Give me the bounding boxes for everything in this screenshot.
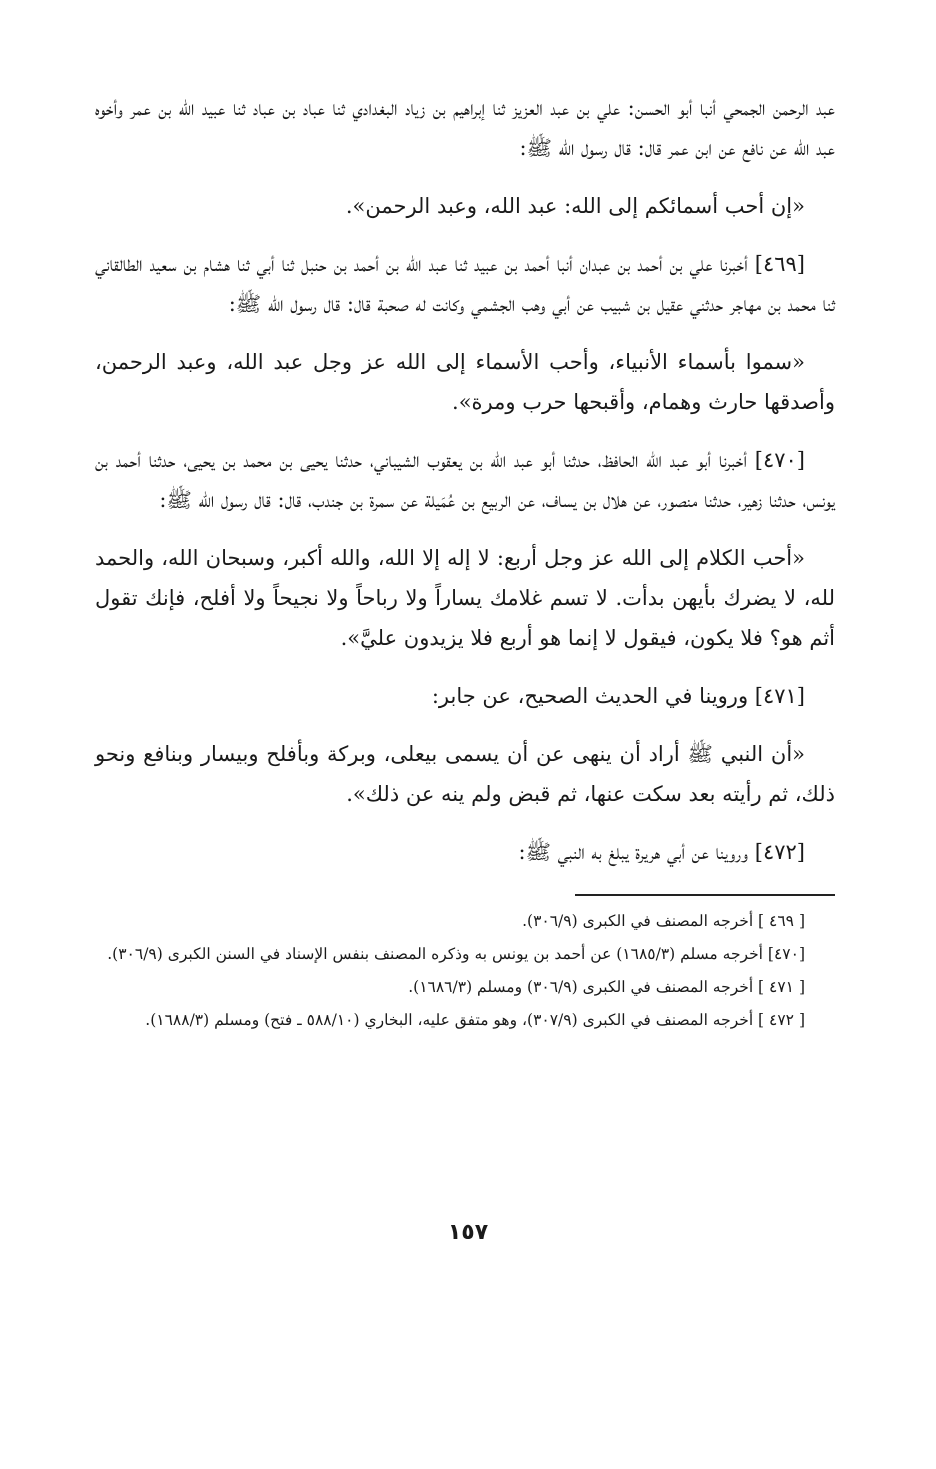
page-number: ١٥٧ bbox=[447, 1220, 489, 1245]
paragraph-hadith-469: [٤٦٩] أخبرنا علي بن أحمد بن عبدان أنبا أحمد بن عبيد ثنا عبد الله بن أحمد بن حنبل ثنا أبي ثنا هشام بن سعيد الطالقاني ثنا محمد بن مهاجر حدثني عقيل بن شبيب عن أبي وهب الجشمي وكانت له صحبة قال: قال رسول الله ﷺ: bbox=[95, 252, 835, 316]
footnote-divider bbox=[575, 894, 835, 896]
footnote-470: [٤٧٠] أخرجه مسلم (١٦٨٥/٣) عن أحمد بن يونس به وذكره المصنف بنفس الإسناد في السنن الكبرى (٣٠٦/٩). bbox=[107, 945, 805, 963]
paragraph-hadith-text: «أن النبي ﷺ أراد أن ينهى عن أن يسمى بيعلى، وبركة وبأفلح وبيسار وبنافع ونحو ذلك، ثم رأيته بعد سكت عنها، ثم قبض ولم ينه عن ذلك». bbox=[95, 742, 835, 806]
footnotes bbox=[95, 908, 835, 1034]
paragraph-hadith-471: [٤٧١] وروينا في الحديث الصحيح، عن جابر: bbox=[431, 684, 805, 708]
footnote-469: [ ٤٦٩ ] أخرجه المصنف في الكبرى (٣٠٦/٩). bbox=[522, 912, 805, 930]
paragraph-hadith-text: «إن أحب أسمائكم إلى الله: عبد الله، وعبد الرحمن». bbox=[345, 194, 805, 218]
paragraph-hadith-472: [٤٧٢] وروينا عن أبي هريرة يبلغ به النبي ﷺ: bbox=[518, 840, 805, 864]
footnote-471: [ ٤٧١ ] أخرجه المصنف في الكبرى (٣٠٦/٩) ومسلم (١٦٨٦/٣). bbox=[408, 978, 805, 996]
page-body bbox=[95, 88, 835, 1040]
paragraph-hadith-text: «سموا بأسماء الأنبياء، وأحب الأسماء إلى الله عز وجل عبد الله، وعبد الرحمن، وأصدقها حارث وهمام، وأقبحها حرب ومرة». bbox=[95, 350, 835, 414]
paragraph-hadith-470: [٤٧٠] أخبرنا أبو عبد الله الحافظ، حدثنا أبو عبد الله بن يعقوب الشيباني، حدثنا يحيى بن محمد بن يحيى، حدثنا أحمد بن يونس، حدثنا زهير، حدثنا منصور، عن هلال بن يساف، عن الربيع بن عُمَيلة عن سمرة بن جندب، قال: قال رسول الله ﷺ: bbox=[95, 448, 835, 512]
paragraph-hadith-text: «أحب الكلام إلى الله عز وجل أربع: لا إله إلا الله، والله أكبر، وسبحان الله، والحمد لله، لا يضرك بأيهن بدأت. لا تسم غلامك يساراً ولا رباحاً ولا نجيحاً ولا أفلح، فإنك تقول أثم هو؟ فلا يكون، فيقول لا إنما هو أربع فلا يزيدون عليَّ». bbox=[95, 546, 835, 650]
footnote-472: [ ٤٧٢ ] أخرجه المصنف في الكبرى (٣٠٧/٩)، وهو متفق عليه، البخاري (٥٨٨/١٠ ـ فتح) ومسلم (١٦٨٨/٣). bbox=[145, 1011, 805, 1029]
paragraph-isnad-continuation: عبد الرحمن الجمحي أنبا أبو الحسن: علي بن عبد العزيز ثنا إبراهيم بن زياد البغدادي ثنا عباد بن عباد ثنا عبيد الله بن عمر وأخوه عبد الله عن نافع عن ابن عمر قال: قال رسول الله ﷺ: bbox=[95, 96, 835, 160]
